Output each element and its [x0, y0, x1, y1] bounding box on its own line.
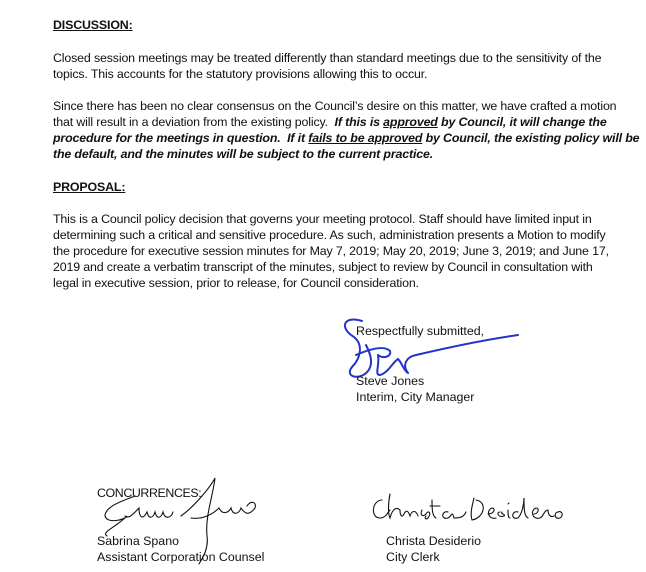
- emphasis-text: procedure for the meetings in question. If it: [53, 131, 309, 145]
- emphasis-text: by Council, the existing policy will be: [422, 131, 640, 145]
- concurrences-label: CONCURRENCES:: [97, 486, 202, 500]
- concurrence-left-name: Sabrina Spano: [97, 534, 179, 548]
- christa-desiderio-signature: [368, 490, 568, 526]
- concurrence-left-title: Assistant Corporation Counsel: [97, 550, 265, 564]
- closing-salutation: Respectfully submitted,: [356, 324, 485, 338]
- discussion-paragraph-1-line-1: Closed session meetings may be treated differently than standard meetings due to the sensitivity of the: [53, 51, 602, 65]
- emphasis-text: by Council, it will change the: [437, 115, 607, 129]
- concurrence-right-name: Christa Desiderio: [386, 534, 482, 548]
- proposal-heading: PROPOSAL:: [53, 180, 126, 194]
- discussion-paragraph-2-line-2: [53, 114, 607, 130]
- discussion-paragraph-2-line-1: Since there has been no clear consensus on the Council’s desire on this matter, we have crafted a motion: [53, 99, 617, 113]
- discussion-paragraph-2-line-3: [53, 130, 639, 146]
- emphasis-text: If this is: [334, 115, 384, 129]
- proposal-line: This is a Council policy decision that governs your meeting protocol. Staff should have limited input in: [53, 212, 592, 226]
- text-span: that will result in a deviation from the existing policy.: [53, 115, 335, 129]
- concurrence-right-title: City Clerk: [386, 550, 440, 564]
- discussion-heading: DISCUSSION:: [53, 18, 133, 32]
- closing-title: Interim, City Manager: [356, 390, 475, 404]
- fails-emphasis: fails to be approved: [308, 131, 423, 145]
- closing-name: Steve Jones: [356, 374, 425, 388]
- discussion-paragraph-2-line-4: the default, and the minutes will be subject to the current practice.: [53, 147, 434, 161]
- proposal-line: determining such a critical and sensitive procedure. As such, administration presents a Motion to modify: [53, 228, 606, 242]
- approved-emphasis: approved: [383, 115, 438, 129]
- discussion-paragraph-1-line-2: topics. This accounts for the statutory provisions allowing this to occur.: [53, 67, 428, 81]
- proposal-line: 2019 and create a verbatim transcript of the minutes, subject to review by Council in consultation with: [53, 260, 593, 274]
- proposal-line: the procedure for executive session minutes for May 7, 2019; May 20, 2019; June 3, 2019; and June 17,: [53, 244, 609, 258]
- proposal-line: legal in executive session, prior to release, for Council consideration.: [53, 276, 419, 290]
